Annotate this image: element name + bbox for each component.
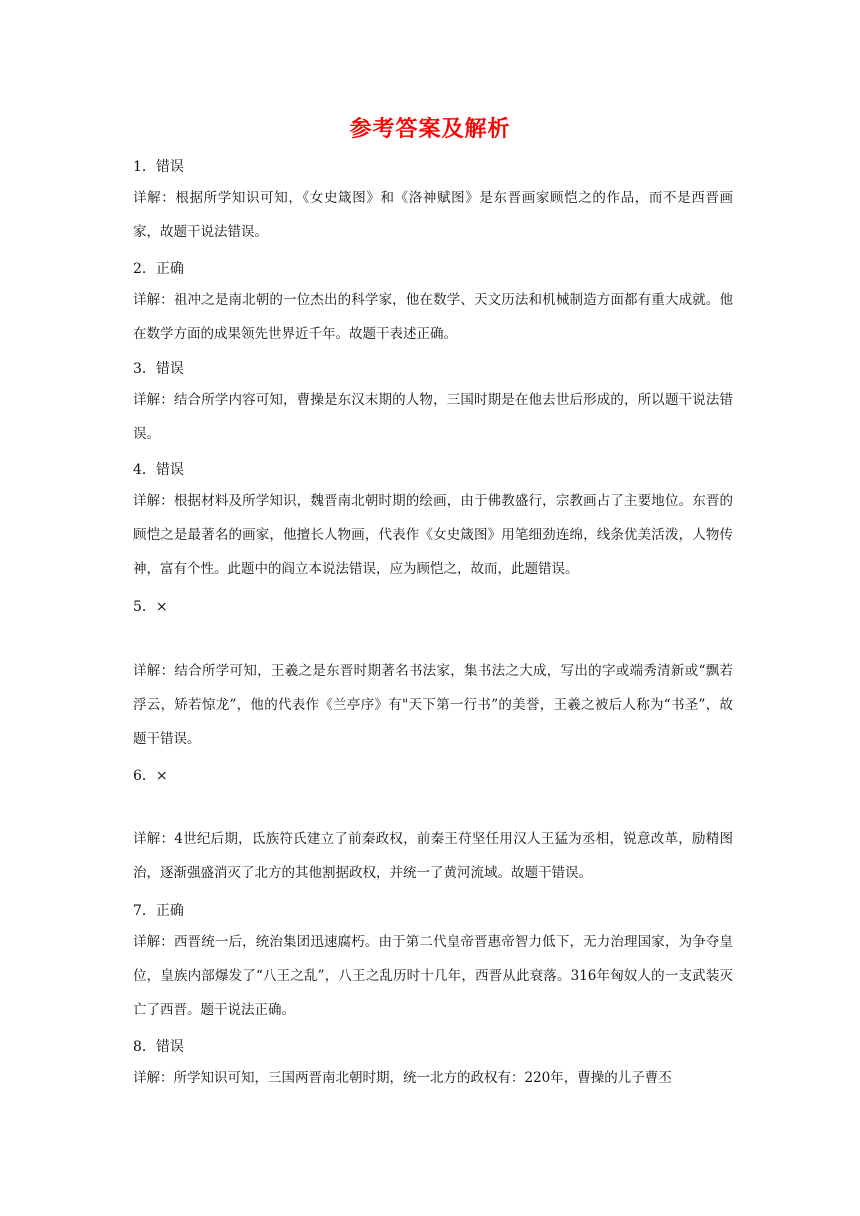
item-5-label: 5．× [133,599,168,615]
item-6-detail: 详解：4世纪后期，氐族符氏建立了前秦政权，前秦王苻坚任用汉人王猛为丞相，锐意改革，励精图治，逐渐强盛消灭了北方的其他割据政权，并统一了黄河流域。故题干错误。 [133,831,733,881]
item-7-detail: 详解：西晋统一后，统治集团迅速腐朽。由于第二代皇帝晋惠帝智力低下，无力治理国家，为争夺皇位，皇族内部爆发了“八王之乱”，八王之乱历时十几年，西晋从此衰落。316年匈奴人的一支武装灭亡了西晋。题干说法正确。 [133,934,733,1018]
item-4-detail: 详解：根据材料及所学知识，魏晋南北朝时期的绘画，由于佛教盛行，宗教画占了主要地位。东晋的顾恺之是最著名的画家，他擅长人物画，代表作《女史箴图》用笔细劲连绵，线条优美活泼，人物传神，富有个性。此题中的阎立本说法错误，应为顾恺之，故而，此题错误。 [133,493,733,577]
item-6-label: 6．× [133,768,168,784]
item-8-label: 8．错误 [133,1039,184,1055]
item-7-label: 7．正确 [133,903,184,919]
item-2-label: 2．正确 [133,261,184,277]
item-8-detail: 详解：所学知识可知，三国两晋南北朝时期，统一北方的政权有：220年，曹操的儿子曹丕 [133,1070,672,1086]
item-5-detail: 详解：结合所学可知，王羲之是东晋时期著名书法家，集书法之大成，写出的字或端秀清新或“飘若浮云，矫若惊龙”，他的代表作《兰亭序》有"天下第一行书”的美誉，王羲之被后人称为“书圣”，故题干错误。 [133,663,733,747]
page-title: 参考答案及解析 [349,117,511,142]
item-1-detail: 详解：根据所学知识可知，《女史箴图》和《洛神赋图》是东晋画家顾恺之的作品，而不是西晋画家，故题干说法错误。 [133,190,733,240]
item-3-label: 3．错误 [133,361,184,377]
item-4-label: 4．错误 [133,462,184,478]
item-3-detail: 详解：结合所学内容可知，曹操是东汉末期的人物，三国时期是在他去世后形成的，所以题干说法错误。 [133,392,733,442]
item-1-label: 1．错误 [133,159,184,175]
item-2-detail: 详解：祖冲之是南北朝的一位杰出的科学家，他在数学、天文历法和机械制造方面都有重大成就。他在数学方面的成果领先世界近千年。故题干表述正确。 [133,292,733,342]
